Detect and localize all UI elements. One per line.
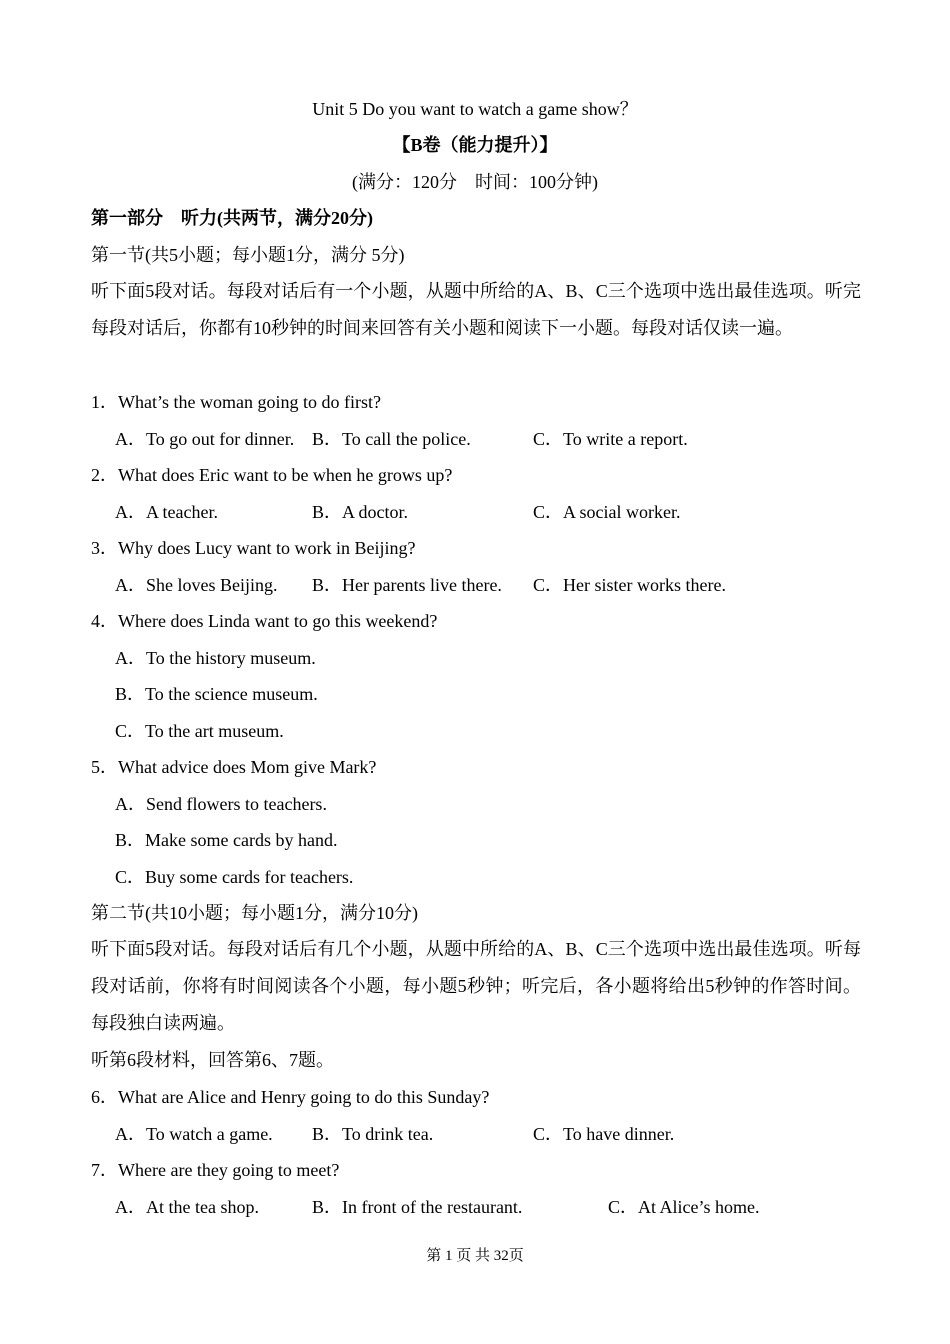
question-stem: 6．What are Alice and Henry going to do this Sunday? [91,1087,490,1107]
option-b: B．A doctor. [312,502,409,522]
section2-instructions: 听下面5段对话。每段对话后有几个小题，从题中所给的A、B、C三个选项中选出最佳选项。听每段对话前，你将有时间阅读各个小题，每小题5秒钟；听完后，各小题将给出5秒钟的作答时间。每段独白读两遍。 [91,939,861,1033]
option-a: A．To go out for dinner. [115,429,295,449]
part1-heading: 第一部分 听力(共两节，满分20分) [91,208,373,228]
question-stem: 7．Where are they going to meet? [91,1160,340,1180]
option-a: A．A teacher. [115,502,218,522]
option-a: A．Send flowers to teachers. [115,794,327,814]
option-b: B．In front of the restaurant. [312,1197,523,1217]
section1-heading: 第一节(共5小题；每小题1分，满分 5分) [91,245,405,265]
option-c: C．To have dinner. [533,1124,675,1144]
option-c: C．At Alice’s home. [608,1197,760,1217]
option-b: B．To call the police. [312,429,471,449]
option-c: C．To the art museum. [115,721,284,741]
exam-info: (满分：120分 时间：100分钟) [352,172,598,192]
material6-intro: 听第6段材料，回答第6、7题。 [91,1050,334,1070]
section1-instructions: 听下面5段对话。每段对话后有一个小题，从题中所给的A、B、C三个选项中选出最佳选项。听完每段对话后，你都有10秒钟的时间来回答有关小题和阅读下一小题。每段对话仅读一遍。 [91,281,861,338]
option-c: C．Buy some cards for teachers. [115,867,354,887]
option-a: A．To watch a game. [115,1124,273,1144]
section2-heading: 第二节(共10小题；每小题1分，满分10分) [91,903,418,923]
question-stem: 2．What does Eric want to be when he grows up? [91,465,453,485]
option-c: C．Her sister works there. [533,575,726,595]
volume-label: 【B卷（能力提升）】 [392,135,558,155]
option-a: A．To the history museum. [115,648,316,668]
question-stem: 3．Why does Lucy want to work in Beijing? [91,538,416,558]
option-b: B．To the science museum. [115,684,318,704]
page-footer: 第 1 页 共 32页 [426,1248,524,1264]
question-stem: 1．What’s the woman going to do first? [91,392,381,412]
document-title: Unit 5 Do you want to watch a game show？ [312,99,638,119]
question-stem: 5．What advice does Mom give Mark? [91,757,377,777]
option-a: A．She loves Beijing. [115,575,278,595]
option-a: A．At the tea shop. [115,1197,259,1217]
option-b: B．To drink tea. [312,1124,434,1144]
option-c: C．To write a report. [533,429,688,449]
option-b: B．Make some cards by hand. [115,830,338,850]
question-stem: 4．Where does Linda want to go this weekend? [91,611,438,631]
option-b: B．Her parents live there. [312,575,502,595]
option-c: C．A social worker. [533,502,681,522]
